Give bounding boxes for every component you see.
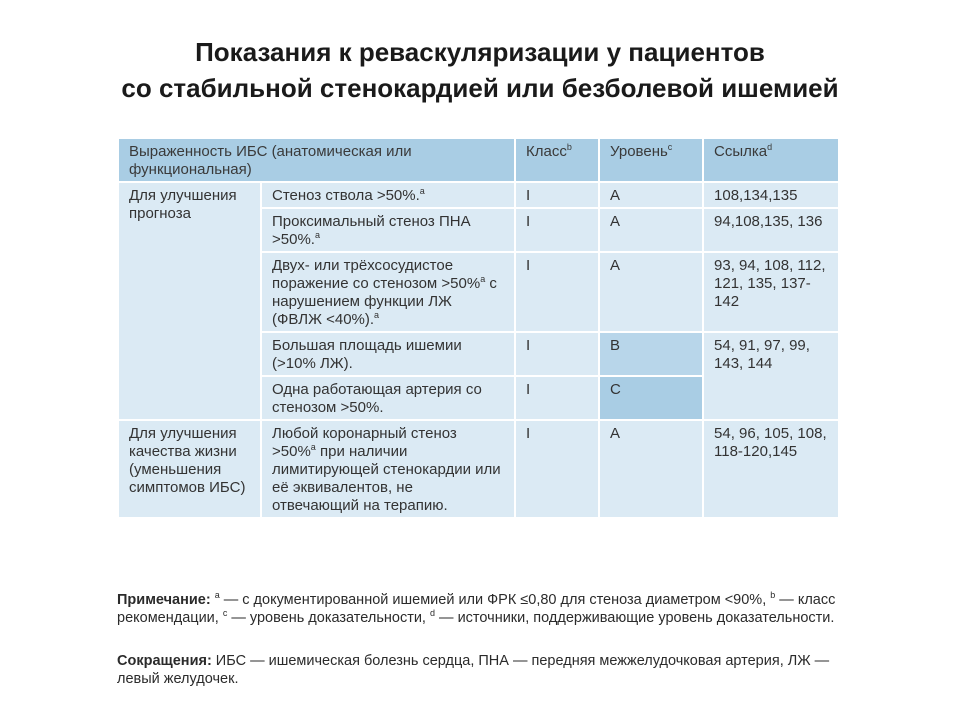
indications-table (117, 137, 840, 519)
condition-text: Двух- или трёхсосудистое поражение со стенозом >50% (272, 257, 481, 292)
header-ref (703, 138, 839, 182)
refs-cell: 108,134,135 (703, 182, 839, 208)
header-ref-text: Ссылка (714, 143, 768, 160)
level-cell: B (599, 332, 703, 376)
title-line-2: со стабильной стенокардией или безболевой ишемией (121, 73, 839, 103)
header-level (599, 138, 703, 182)
class-cell: I (515, 182, 599, 208)
note-text-2: — класс рекомендации, (117, 592, 836, 626)
condition-text: Стеноз ствола >50%. (272, 187, 420, 204)
header-severity: Выраженность ИБС (анатомическая или функциональная) (118, 138, 515, 182)
header-class-sup: b (566, 142, 572, 152)
header-level-sup: c (667, 142, 673, 152)
abbr-text: ИБС — ишемическая болезнь сердца, ПНА — передняя межжелудочковая артерия, ЛЖ — левый желудочек. (117, 653, 830, 687)
level-cell: A (599, 182, 703, 208)
level-cell: A (599, 208, 703, 252)
note-text-1: — с документированной ишемией или ФРК ≤0,80 для стеноза диаметром <90%, (219, 592, 767, 608)
class-cell: I (515, 252, 599, 332)
note-sup-b: b (770, 590, 776, 601)
table-footnote (117, 592, 847, 627)
class-cell: I (515, 332, 599, 376)
note-sup-d: d (430, 607, 436, 618)
condition-sup-2: a (374, 310, 380, 320)
condition-sup: a (310, 442, 316, 452)
note-text-3: — уровень доказательности, (227, 609, 426, 626)
class-cell: I (515, 420, 599, 518)
header-class (515, 138, 599, 182)
refs-cell: 54, 96, 105, 108, 118-120,145 (703, 420, 839, 518)
condition-sup: a (419, 186, 425, 196)
header-class-text: Класс (526, 143, 567, 160)
class-cell: I (515, 208, 599, 252)
header-level-text: Уровень (610, 143, 668, 160)
header-ref-sup: d (767, 142, 773, 152)
group-label-quality: Для улучшения качества жизни (уменьшения симптомов ИБС) (118, 420, 261, 518)
condition-text: Любой коронарный стеноз >50% (272, 425, 457, 460)
condition-cell: Большая площадь ишемии (>10% ЛЖ). (261, 332, 515, 376)
slide-title (0, 34, 960, 106)
refs-cell: 54, 91, 97, 99, 143, 144 (703, 332, 839, 420)
note-text-4: — источники, поддерживающие уровень доказательности. (435, 609, 835, 626)
note-label: Примечание: (117, 592, 211, 608)
condition-cell (261, 420, 515, 518)
condition-cell (261, 252, 515, 332)
table-row (118, 420, 839, 518)
condition-cell (261, 208, 515, 252)
level-cell: A (599, 420, 703, 518)
abbreviations (117, 653, 847, 688)
condition-cell: Одна работающая артерия со стенозом >50%. (261, 376, 515, 420)
level-cell: C (599, 376, 703, 420)
refs-cell: 94,108,135, 136 (703, 208, 839, 252)
condition-tail: при наличии лимитирующей стенокардии или её эквивалентов, не отвечающий на терапию. (272, 443, 501, 514)
condition-tail: с нарушением функции ЛЖ (ФВЛЖ <40%). (272, 275, 497, 328)
abbr-label: Сокращения: (117, 653, 212, 669)
class-cell: I (515, 376, 599, 420)
note-sup-a: a (214, 590, 220, 601)
title-line-1: Показания к реваскуляризации у пациентов (195, 37, 765, 67)
condition-sup: a (314, 230, 320, 240)
refs-cell: 93, 94, 108, 112, 121, 135, 137-142 (703, 252, 839, 332)
group-label-prognosis: Для улучшения прогноза (118, 182, 261, 420)
condition-cell (261, 182, 515, 208)
condition-sup: a (480, 274, 486, 284)
note-sup-c: c (222, 607, 228, 618)
table-header-row (118, 138, 839, 182)
level-cell: A (599, 252, 703, 332)
table-row (118, 182, 839, 208)
condition-text: Проксимальный стеноз ПНА >50%. (272, 213, 471, 248)
